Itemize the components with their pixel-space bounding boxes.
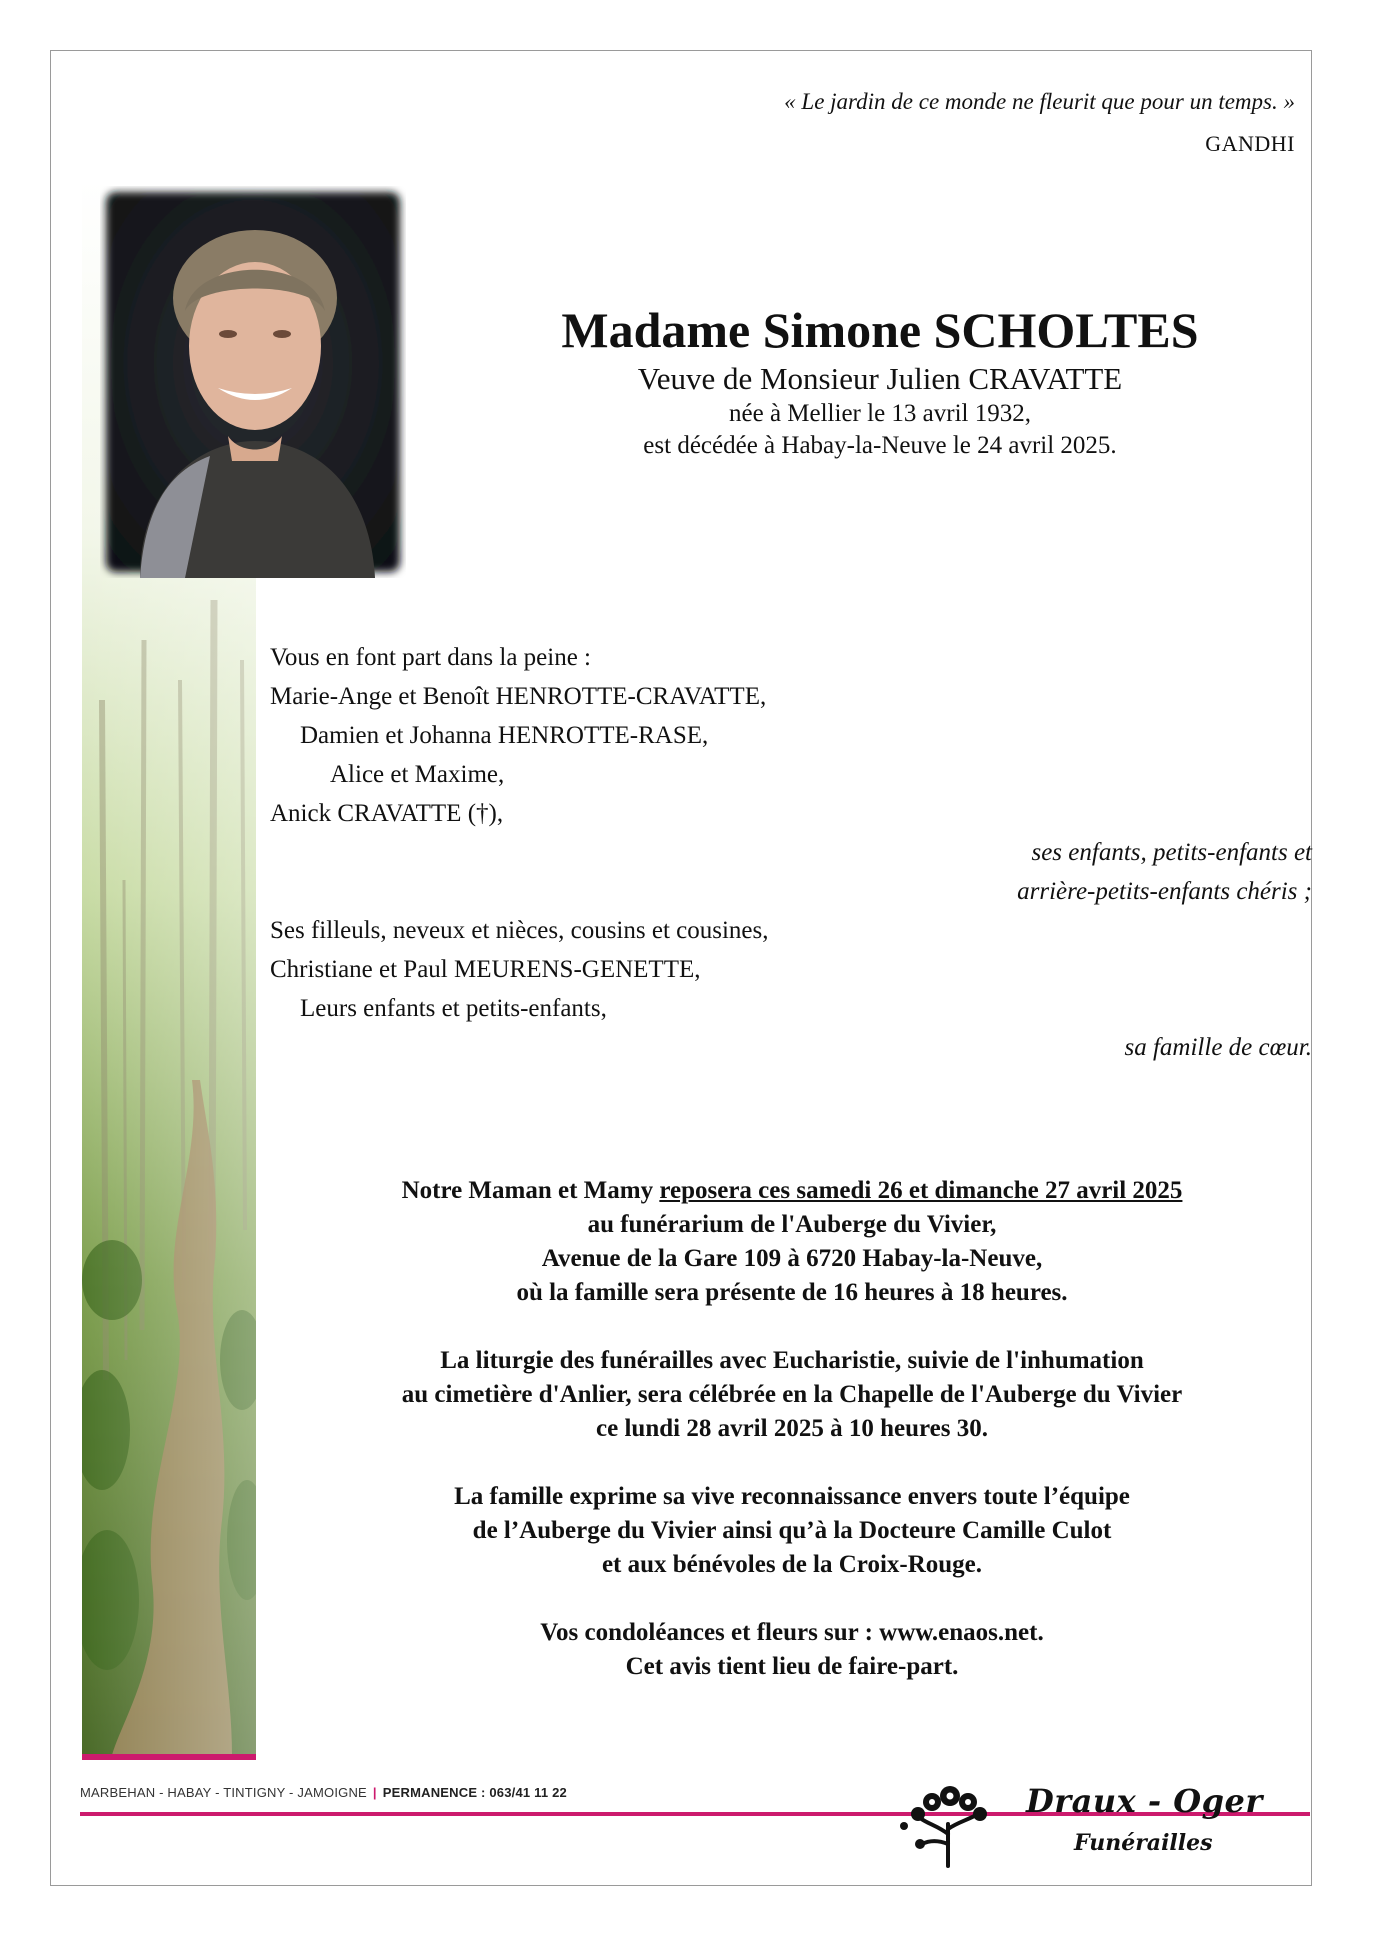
family-member: Christiane et Paul MEURENS-GENETTE, [270,956,701,983]
logo-name: Draux - Oger [1026,1782,1263,1820]
portrait-photo [100,186,406,578]
epigraph-author: GANDHI [1205,131,1295,156]
family-announcement [270,638,1314,1067]
deceased-name: Madame Simone SCHOLTES [561,302,1199,358]
liturgy-line: au cimetière d'Anlier, sera célébrée en la Chapelle de l'Auberge du Vivier [401,1381,1183,1408]
thanks-line: La famille exprime sa vive reconnaissance envers toute l’équipe [454,1483,1130,1510]
footer-locations: MARBEHAN - HABAY - TINTIGNY - JAMOIGNE [80,1785,367,1800]
epigraph-quote: « Le jardin de ce monde ne fleurit que pour un temps. » [784,89,1295,114]
family-caption: ses enfants, petits-enfants et [1031,839,1312,866]
funeral-home-logo [898,1774,1263,1874]
closing-notice [270,1616,1314,1684]
family-member: Leurs enfants et petits-enfants, [300,995,607,1022]
visitation-line: où la famille sera présente de 16 heures à 18 heures. [516,1279,1068,1306]
death-line: est décédée à Habay-la-Neuve le 24 avril 2025. [643,432,1117,459]
tree-icon [898,1774,998,1874]
footer-contact [80,1785,567,1800]
visitation-dates: reposera ces samedi 26 et dimanche 27 avril 2025 [659,1177,1183,1204]
family-intro: Vous en font part dans la peine : [270,644,591,671]
family-member: Anick CRAVATTE (†), [270,800,504,827]
thanks-notice [270,1480,1314,1582]
thanks-line: et aux bénévoles de la Croix-Rouge. [601,1551,983,1578]
visitation-notice [270,1174,1314,1310]
closing-line: Vos condoléances et fleurs sur : www.enaos.net. [540,1619,1044,1646]
closing-line: Cet avis tient lieu de faire-part. [625,1653,959,1680]
visitation-line [270,1174,1314,1208]
family-member: Alice et Maxime, [330,761,505,788]
birth-line: née à Mellier le 13 avril 1932, [729,400,1031,427]
thanks-line: de l’Auberge du Vivier ainsi qu’à la Docteure Camille Culot [472,1517,1112,1544]
visitation-prefix: Notre Maman et Mamy [401,1177,660,1204]
liturgy-notice [270,1344,1314,1446]
visitation-line: Avenue de la Gare 109 à 6720 Habay-la-Neuve, [541,1245,1043,1272]
forest-accent-bar [82,1754,256,1760]
logo-subtitle: Funérailles [1074,1830,1213,1856]
deceased-header [440,300,1320,462]
footer-permanence: PERMANENCE : 063/41 11 22 [382,1785,567,1800]
spouse-line: Veuve de Monsieur Julien CRAVATTE [637,361,1123,396]
liturgy-line: La liturgie des funérailles avec Eucharistie, suivie de l'inhumation [440,1347,1144,1374]
liturgy-line: ce lundi 28 avril 2025 à 10 heures 30. [596,1415,988,1442]
family-member: Marie-Ange et Benoît HENROTTE-CRAVATTE, [270,683,767,710]
family-caption: sa famille de cœur. [1124,1034,1312,1061]
family-caption: arrière-petits-enfants chéris ; [1017,878,1312,905]
visitation-line: au funérarium de l'Auberge du Vivier, [587,1211,997,1238]
footer-separator: | [372,1785,377,1800]
family-member: Ses filleuls, neveux et nièces, cousins et cousines, [270,917,769,944]
family-member: Damien et Johanna HENROTTE-RASE, [300,722,709,749]
